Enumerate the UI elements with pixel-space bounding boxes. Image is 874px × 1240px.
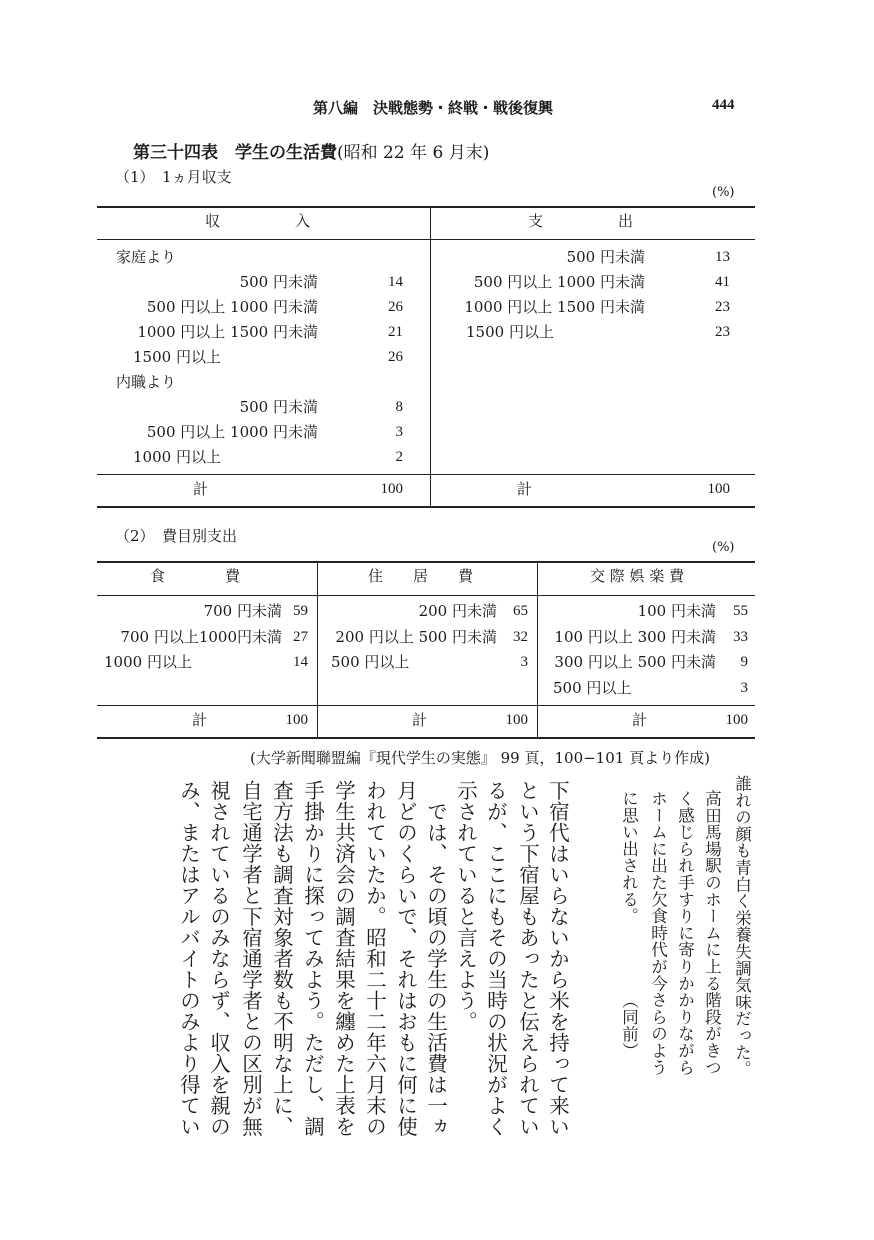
quote-column: ホームに出た欠食時代が今さらのよう [648, 790, 668, 1076]
table-source-note: (大学新聞聯盟編『現代学生の実態』 99 頁，100−101 頁より作成) [250, 749, 710, 767]
category-range: 300 円以上 500 円未満 [554, 653, 716, 671]
body-text-column: という下宿屋もあったと伝えられてい [515, 780, 540, 1137]
income-range: 1000 円以上 [133, 448, 221, 466]
table-title-note: (昭和 22 年 6 月末) [337, 143, 490, 163]
body-text-column: 自宅通学者と下宿通学者との区別が無 [238, 780, 263, 1137]
housing-total-value: 100 [505, 712, 528, 728]
category-value: 3 [520, 654, 528, 670]
body-text-column: われていたか。昭和二十二年六月末の [362, 780, 387, 1137]
table2-top-rule [97, 561, 755, 563]
table2-divider-2 [537, 561, 538, 737]
expense-header: 支 出 [528, 212, 634, 230]
food-total-label: 計 [192, 711, 208, 729]
table1-divider [430, 206, 431, 506]
category-range: 500 円以上 [331, 653, 410, 671]
income-group-label: 内職より [116, 373, 177, 391]
income-range: 1500 円以上 [133, 348, 221, 366]
category-value: 14 [293, 654, 308, 670]
body-text-column: 下宿代はいらないから米を持って来い [545, 780, 570, 1137]
expense-value: 23 [715, 299, 730, 315]
category-value: 33 [733, 628, 748, 645]
body-text-column: 査方法も調査対象者数も不明な上に、 [269, 780, 294, 1137]
body-text-column: 示されていると言えよう。 [453, 780, 478, 1032]
social-total-value: 100 [725, 712, 748, 728]
income-range: 500 円以上 1000 円未満 [146, 423, 318, 441]
income-value: 8 [395, 399, 403, 415]
page-number: 444 [712, 97, 735, 113]
housing-total-label: 計 [412, 711, 428, 729]
expense-value: 13 [715, 249, 730, 265]
income-value: 14 [388, 274, 403, 290]
category-range: 100 円以上 300 円未満 [554, 627, 716, 646]
body-text-column: 学生共済会の調査結果を纏めた上表を [331, 780, 356, 1137]
social-header: 交 際 娯 楽 費 [590, 567, 685, 585]
body-text-column: るが、ここにもその当時の状況がよく [483, 780, 508, 1137]
food-header: 食 費 [150, 567, 241, 585]
table1-bottom-rule [97, 506, 755, 508]
category-value: 3 [740, 679, 748, 696]
expense-total-label: 計 [517, 480, 533, 498]
category-value: 9 [740, 654, 748, 670]
category-range: 100 円未満 [637, 602, 716, 620]
income-value: 26 [388, 299, 403, 315]
part1-label: （1） 1ヵ月収支 [115, 168, 232, 186]
quote-column: く感じられ手すりに寄りかかりながら [675, 790, 695, 1076]
expense-range: 500 円未満 [566, 248, 645, 266]
quote-column: に思い出される。 （同前） [619, 790, 639, 1060]
category-value: 65 [513, 603, 528, 619]
table2-header-rule [97, 595, 755, 596]
category-range: 700 円未満 [203, 602, 282, 620]
food-total-value: 100 [285, 712, 308, 728]
category-range: 1000 円以上 [104, 653, 192, 671]
category-value: 55 [733, 603, 748, 619]
income-range: 500 円以上 1000 円未満 [146, 298, 318, 316]
income-range: 500 円未満 [239, 273, 318, 291]
income-total-label: 計 [193, 480, 209, 498]
income-value: 21 [388, 324, 403, 340]
income-total-value: 100 [380, 481, 403, 497]
part2-label: （2） 費目別支出 [115, 527, 238, 545]
expense-range: 1500 円以上 [466, 323, 554, 341]
table2-divider-1 [317, 561, 318, 737]
expense-value: 41 [715, 274, 730, 290]
category-value: 27 [293, 628, 308, 645]
category-range: 500 円以上 [553, 678, 632, 697]
expense-range: 500 円以上 1000 円未満 [473, 273, 645, 291]
income-range: 500 円未満 [239, 398, 318, 416]
part1-unit: (%) [712, 185, 735, 200]
income-range: 1000 円以上 1500 円未満 [137, 323, 318, 341]
table1-header-rule [97, 239, 755, 240]
housing-header: 住 居 費 [368, 567, 474, 585]
body-text-column: 視されているのみならず、収入を親の [206, 780, 231, 1137]
body-text-column: 月どのくらいで、それはおもに何に使 [393, 780, 418, 1137]
category-value: 32 [513, 628, 528, 645]
table2-bottom-rule [97, 737, 755, 739]
table2-total-rule [97, 705, 755, 706]
category-range: 200 円以上 500 円未満 [335, 627, 497, 646]
category-value: 59 [293, 603, 308, 619]
part2-unit: (%) [712, 540, 735, 555]
quote-column: 高田馬場駅のホームに上る階段がきつ [702, 790, 722, 1076]
income-value: 3 [395, 424, 403, 440]
category-range: 200 円未満 [418, 602, 497, 620]
social-total-label: 計 [632, 711, 648, 729]
income-header: 収 入 [205, 212, 311, 230]
table-title-main: 第三十四表 学生の生活費 [133, 143, 337, 163]
income-value: 26 [388, 349, 403, 365]
expense-value: 23 [715, 324, 730, 340]
expense-range: 1000 円以上 1500 円未満 [464, 298, 645, 316]
quote-column: 誰れの顔も青白く栄養失調気味だった。 [732, 775, 752, 1078]
running-header: 第八編 決戦態勢・終戦・戦後復興 [313, 99, 554, 117]
category-range: 700 円以上1000円未満 [120, 627, 282, 646]
income-value: 2 [395, 449, 403, 465]
table1-total-rule [97, 474, 755, 475]
income-group-label: 家庭より [116, 248, 177, 266]
table1-top-rule [97, 206, 755, 208]
body-text-column: では、その頃の学生の生活費は一ヵ [423, 780, 448, 1137]
body-text-column: み、またはアルバイトのみより得てい [176, 780, 201, 1137]
expense-total-value: 100 [707, 481, 730, 497]
body-text-column: 手掛かりに探ってみよう。ただし、調 [300, 780, 325, 1137]
table-title [133, 138, 489, 163]
